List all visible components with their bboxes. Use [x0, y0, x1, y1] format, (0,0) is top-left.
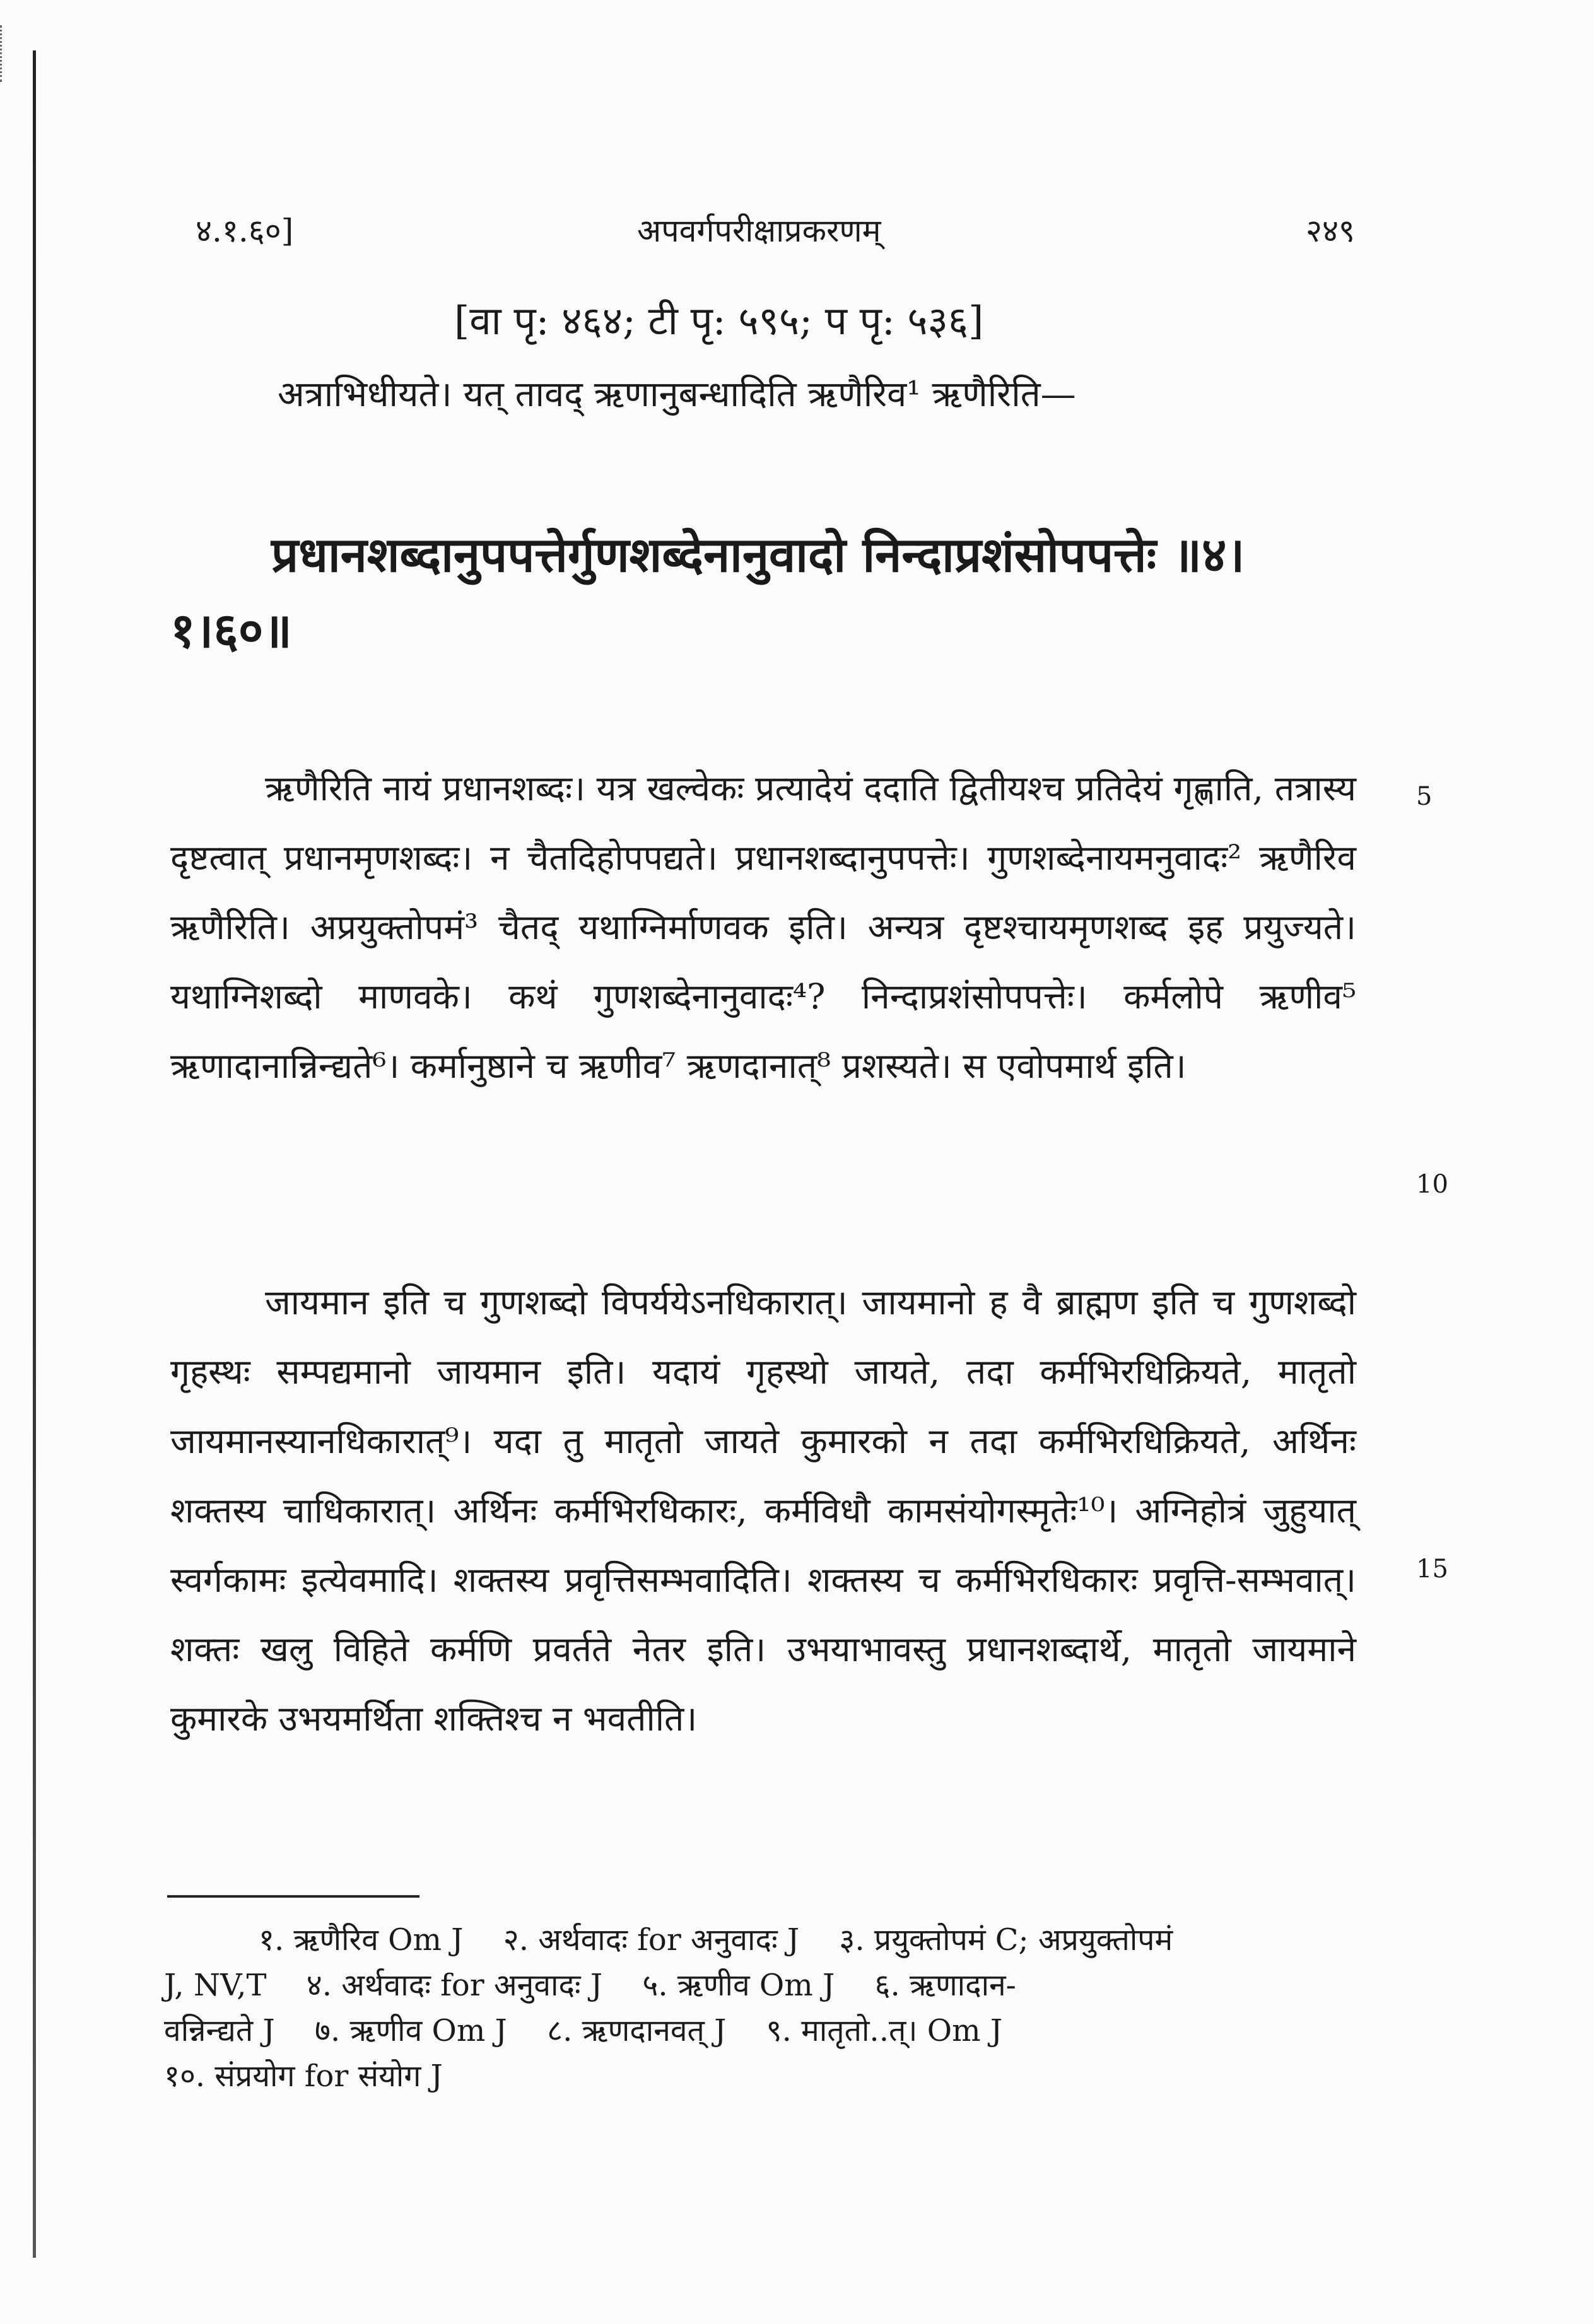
footnote: ४. अर्थवादः for अनुवादः J: [306, 1968, 603, 2003]
line-number: 5: [1416, 782, 1433, 811]
line-number: 10: [1416, 1170, 1448, 1199]
footnote: ३. प्रयुक्तोपमं C; अप्रयुक्तोपमं: [839, 1922, 1173, 1958]
sutra: [170, 517, 1407, 669]
footnote: २. अर्थवादः for अनुवादः J: [503, 1922, 800, 1958]
footnote: १०. संप्रयोग for संयोग J: [164, 2058, 443, 2094]
commentary-paragraph: ऋणैरिति नायं प्रधानशब्दः। यत्र खल्वेकः प्रत्यादेयं ददाति द्वितीयश्च प्रतिदेयं गृह्णाति, तत्रास्य दृष्टत्वात् प्रधानमृणशब्दः। न चैतदिहोपपद्यते। प्रधानशब्दानुपपत्तेः। गुणशब्देनायमनुवादः² ऋणैरिव ऋणैरिति। अप्रयुक्तोपमं³ चैतद् यथाग्निर्माणवक इति। अन्यत्र दृष्टश्चायमृणशब्द इह प्रयुज्यते। यथाग्निशब्दो माणवके। कथं गुणशब्देनानुवादः⁴? निन्दाप्रशंसोपपत्तेः। कर्मलोपे ऋणीव⁵ ऋणादानान्निन्द्यते⁶। कर्मानुष्ठाने च ऋणीव⁷ ऋणदानात्⁸ प्रशस्यते। स एवोपमार्थ इति।: [170, 768, 1356, 1086]
footnote: ९. मातृतो..त्। Om J: [766, 2013, 1003, 2048]
scan-artifact: [0, 25, 40, 82]
footnote: ५. ऋणीव Om J: [642, 1968, 835, 2003]
footnote: ७. ऋणीव Om J: [315, 2013, 507, 2048]
binding-edge: [33, 50, 36, 2258]
commentary-paragraph: जायमान इति च गुणशब्दो विपर्ययेऽनधिकारात्। जायमानो ह वै ब्राह्मण इति च गुणशब्दो गृहस्थः सम्पद्यमानो जायमान इति। यदायं गृहस्थो जायते, तदा कर्मभिरधिक्रियते, मातृतो जायमानस्यानधिकारात्⁹। यदा तु मातृतो जायते कुमारको न तदा कर्मभिरधिक्रियते, अर्थिनः शक्तस्य चाधिकारात्। अर्थिनः कर्मभिरधिकारः, कर्मविधौ कामसंयोगस्मृतेः¹⁰। अग्निहोत्रं जुहुयात् स्वर्गकामः इत्येवमादि। शक्तस्य प्रवृत्तिसम्भवादिति। शक्तस्य च कर्मभिरधिकारः प्रवृत्ति-सम्भवात्। शक्तः खलु विहिते कर्मणि प्रवर्तते नेतर इति। उभयाभावस्तु प्रधानशब्दार्थे, मातृतो जायमाने कुमारके उभयमर्थिता शक्तिश्च न भवतीति।: [170, 1282, 1356, 1739]
footnote: ६. ऋणादान-: [874, 1968, 1016, 2003]
sutra-text: प्रधानशब्दानुपपत्तेर्गुणशब्देनानुवादो निन्दाप्रशंसोपपत्तेः ॥४।: [271, 527, 1245, 583]
line-number: 15: [1416, 1555, 1448, 1584]
footnote-row: [164, 2008, 1363, 2053]
footnotes: [164, 1917, 1363, 2099]
footnote-row: [164, 1963, 1363, 2008]
page-number: २४९: [1306, 213, 1355, 249]
header-title: अपवर्गपरीक्षाप्रकरणम्: [637, 213, 881, 249]
source-reference: [वा पृ: ४६४; टी पृ: ५९५; प पृ: ५३६]: [454, 298, 984, 344]
footnote: वन्निन्द्यते J: [164, 2013, 275, 2048]
footnote-row: [164, 1917, 1363, 1963]
footnote: J, NV,T: [164, 1968, 267, 2003]
sutra-number: १।६०॥: [170, 602, 292, 658]
footnote-rule: [167, 1895, 419, 1898]
footnote-row: [164, 2053, 1363, 2099]
footnote: १. ऋणैरिव Om J: [259, 1922, 464, 1958]
header-section-ref: ४.१.६०]: [196, 213, 294, 249]
footnote: ८. ऋणदानवत् J: [547, 2013, 727, 2048]
intro-line: अत्राभिधीयते। यत् तावद् ऋणानुबन्धादिति ऋणैरिव¹ ऋणैरिति—: [278, 374, 1076, 415]
